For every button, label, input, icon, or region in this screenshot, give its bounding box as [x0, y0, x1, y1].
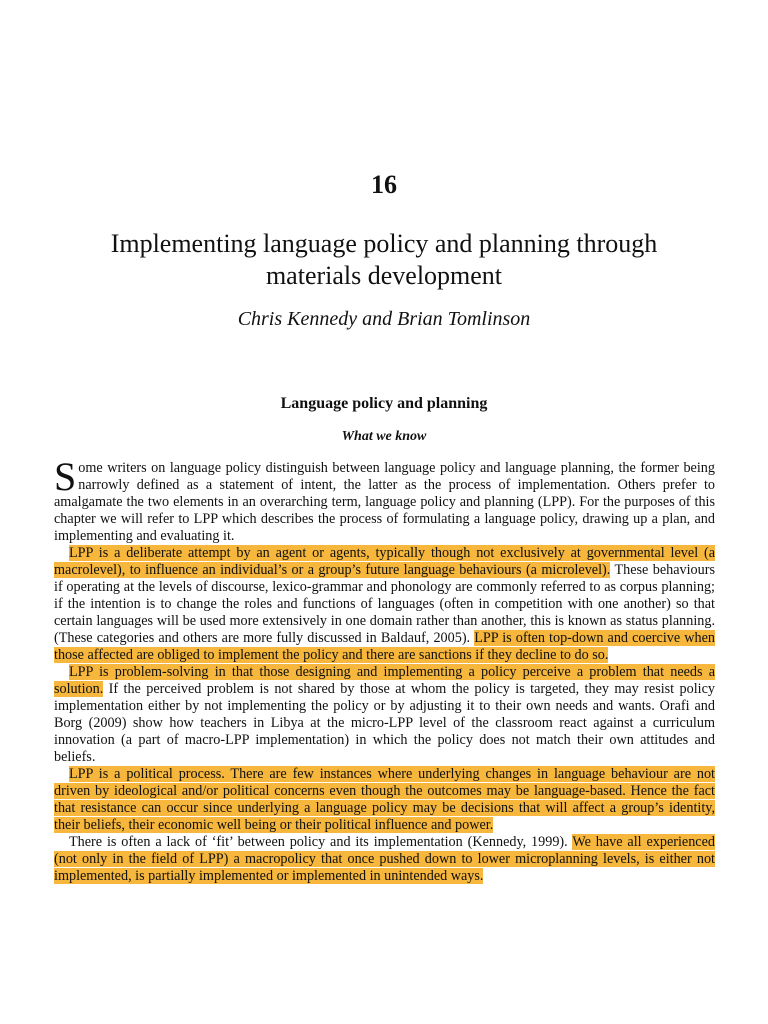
highlighted-text: We have all experienced (not only in the field of LPP) a macropolicy that once pushed down to lower microplanning levels, is either not implemented, is partially implemented or implemented in unintended ways.	[54, 834, 715, 884]
drop-cap: S	[54, 454, 77, 499]
highlighted-text: LPP is often top-down and coercive when those affected are obliged to implement the policy and there are sanctions if they decline to do so.	[54, 630, 715, 663]
highlighted-text: LPP is a political process. There are few instances where underlying changes in language behaviour are not driven by ideological and/or political concerns even though the outcomes may be language-based. Hence the fact that resistance can occur since underlying a language policy may be decisions that will affect a group’s identity, their beliefs, their economic well being or their political influence and power.	[54, 766, 715, 833]
paragraph-text: These behaviours if operating at the levels of discourse, lexico-grammar and phonology are commonly referred to as corpus planning; if the intention is to change the roles and functions of languages (often in competition with one another) so that certain languages will be used more extensively in one domain rather than another, this is known as status planning. (These categories and others are more fully discussed in Baldauf, 2005).	[54, 562, 715, 646]
body-text	[54, 454, 715, 885]
paragraph-1	[54, 454, 715, 545]
paragraph-text: ome writers on language policy distinguish between language policy and language planning, the former being narrowly defined as a statement of intent, the latter as the process of implementation. Others prefer to amalgamate the two elements in an overarching term, language policy and planning (LPP). For the purposes of this chapter we will refer to LPP which describes the process of formulating a language policy, drawing up a plan, and implementing and evaluating it.	[54, 460, 715, 544]
paragraph-2	[54, 545, 715, 664]
highlighted-text: LPP is a deliberate attempt by an agent or agents, typically though not exclusively at governmental level (a macrolevel), to influence an individual’s or a group’s future language behaviours (a microlevel).	[54, 545, 715, 578]
highlighted-text: LPP is problem-solving in that those designing and implementing a policy perceive a problem that needs a solution.	[54, 664, 715, 697]
paragraph-text: If the perceived problem is not shared by those at whom the policy is targeted, they may resist policy implementation either by not implementing the policy or by adjusting it to their own needs and wants. Orafi and Borg (2009) show how teachers in Libya at the micro-LPP level of the classroom react against a curriculum innovation (a part of macro-LPP implementation) in which the policy does not match their own attitudes and beliefs.	[54, 681, 715, 765]
chapter-title: Implementing language policy and planning through materials development	[110, 229, 658, 290]
section-heading: Language policy and planning	[280, 395, 488, 412]
chapter-authors: Chris Kennedy and Brian Tomlinson	[237, 308, 531, 330]
paragraph-4	[54, 766, 715, 834]
paragraph-5	[54, 834, 715, 885]
paragraph-text: There is often a lack of ‘fit’ between policy and its implementation (Kennedy, 1999).	[69, 834, 573, 850]
subsection-heading: What we know	[341, 429, 427, 444]
paragraph-3	[54, 664, 715, 766]
chapter-number: 16	[371, 170, 397, 199]
